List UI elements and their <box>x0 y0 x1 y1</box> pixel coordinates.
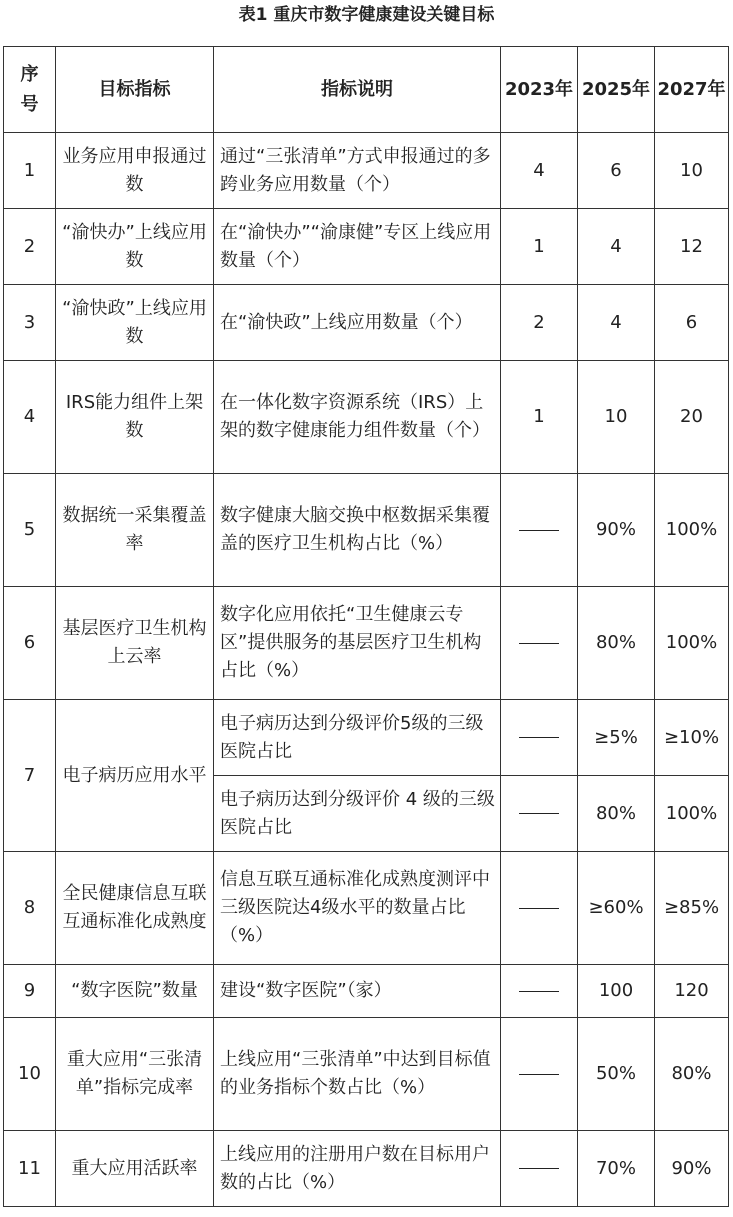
cell-description: 建设“数字医院”（家） <box>214 965 501 1018</box>
cell-description: 在“渝快政”上线应用数量（个） <box>214 285 501 361</box>
cell-2025: 6 <box>578 133 655 209</box>
cell-2023: 2 <box>501 285 578 361</box>
cell-2025: 4 <box>578 209 655 285</box>
cell-2025: 80% <box>578 587 655 700</box>
header-indicator: 目标指标 <box>56 47 214 133</box>
cell-description: 在“渝快办”“渝康健”专区上线应用数量（个） <box>214 209 501 285</box>
cell-indicator: “渝快办”上线应用数 <box>56 209 214 285</box>
cell-2025: 80% <box>578 776 655 852</box>
cell-2027: 100% <box>655 776 729 852</box>
cell-2027: ≥10% <box>655 700 729 776</box>
cell-2025: ≥5% <box>578 700 655 776</box>
cell-2023 <box>501 776 578 852</box>
dash-mark <box>519 991 559 992</box>
dash-mark <box>519 908 559 909</box>
header-2025: 2025年 <box>578 47 655 133</box>
cell-2023: 4 <box>501 133 578 209</box>
cell-2027: 80% <box>655 1018 729 1131</box>
table-row <box>4 474 729 587</box>
table-row <box>4 361 729 474</box>
cell-description: 上线应用“三张清单”中达到目标值的业务指标个数占比（%） <box>214 1018 501 1131</box>
dash-mark <box>519 1074 559 1075</box>
cell-indicator: 重大应用活跃率 <box>56 1131 214 1207</box>
cell-indicator: 重大应用“三张清单”指标完成率 <box>56 1018 214 1131</box>
key-targets-table <box>3 46 729 1207</box>
dash-mark <box>519 813 559 814</box>
cell-seq: 6 <box>4 587 56 700</box>
cell-seq: 9 <box>4 965 56 1018</box>
cell-description: 在一体化数字资源系统（IRS）上架的数字健康能力组件数量（个） <box>214 361 501 474</box>
dash-mark <box>519 737 559 738</box>
cell-indicator: “数字医院”数量 <box>56 965 214 1018</box>
cell-2027: 12 <box>655 209 729 285</box>
cell-seq: 1 <box>4 133 56 209</box>
cell-indicator: 业务应用申报通过数 <box>56 133 214 209</box>
cell-description: 数字化应用依托“卫生健康云专区”提供服务的基层医疗卫生机构占比（%） <box>214 587 501 700</box>
cell-2023 <box>501 852 578 965</box>
cell-indicator: IRS能力组件上架数 <box>56 361 214 474</box>
cell-2023 <box>501 1018 578 1131</box>
cell-2023: 1 <box>501 361 578 474</box>
table-row <box>4 133 729 209</box>
cell-indicator: 全民健康信息互联互通标准化成熟度 <box>56 852 214 965</box>
cell-indicator: “渝快政”上线应用数 <box>56 285 214 361</box>
header-row <box>4 47 729 133</box>
cell-seq: 5 <box>4 474 56 587</box>
cell-2027: 100% <box>655 474 729 587</box>
cell-seq: 10 <box>4 1018 56 1131</box>
table-row <box>4 965 729 1018</box>
cell-description: 上线应用的注册用户数在目标用户数的占比（%） <box>214 1131 501 1207</box>
cell-description: 通过“三张清单”方式申报通过的多跨业务应用数量（个） <box>214 133 501 209</box>
table-row <box>4 587 729 700</box>
cell-2025: 100 <box>578 965 655 1018</box>
cell-seq: 11 <box>4 1131 56 1207</box>
cell-2025: 10 <box>578 361 655 474</box>
cell-2027: 100% <box>655 587 729 700</box>
cell-2023 <box>501 965 578 1018</box>
cell-description: 信息互联互通标准化成熟度测评中三级医院达4级水平的数量占比（%） <box>214 852 501 965</box>
cell-seq: 2 <box>4 209 56 285</box>
dash-mark <box>519 530 559 531</box>
cell-indicator: 电子病历应用水平 <box>56 700 214 852</box>
cell-2025: ≥60% <box>578 852 655 965</box>
cell-description: 电子病历达到分级评价 4 级的三级医院占比 <box>214 776 501 852</box>
header-description: 指标说明 <box>214 47 501 133</box>
cell-2025: 50% <box>578 1018 655 1131</box>
header-seq: 序号 <box>4 47 56 133</box>
header-2023: 2023年 <box>501 47 578 133</box>
cell-2025: 70% <box>578 1131 655 1207</box>
cell-2023 <box>501 1131 578 1207</box>
cell-indicator: 基层医疗卫生机构上云率 <box>56 587 214 700</box>
cell-2025: 90% <box>578 474 655 587</box>
table-row <box>4 852 729 965</box>
cell-2027: 120 <box>655 965 729 1018</box>
cell-2027: 10 <box>655 133 729 209</box>
cell-2023 <box>501 700 578 776</box>
cell-description: 电子病历达到分级评价5级的三级医院占比 <box>214 700 501 776</box>
cell-2025: 4 <box>578 285 655 361</box>
dash-mark <box>519 643 559 644</box>
cell-2027: ≥85% <box>655 852 729 965</box>
cell-seq: 3 <box>4 285 56 361</box>
header-2027: 2027年 <box>655 47 729 133</box>
cell-indicator: 数据统一采集覆盖率 <box>56 474 214 587</box>
cell-2027: 20 <box>655 361 729 474</box>
table-row <box>4 1131 729 1207</box>
cell-seq: 7 <box>4 700 56 852</box>
cell-seq: 8 <box>4 852 56 965</box>
table-row <box>4 209 729 285</box>
cell-2023 <box>501 474 578 587</box>
dash-mark <box>519 1168 559 1169</box>
cell-seq: 4 <box>4 361 56 474</box>
table-row <box>4 700 729 776</box>
cell-2027: 90% <box>655 1131 729 1207</box>
table-row <box>4 285 729 361</box>
cell-2023 <box>501 587 578 700</box>
table-title: 表1 重庆市数字健康建设关键目标 <box>238 5 495 25</box>
table-row <box>4 1018 729 1131</box>
cell-description: 数字健康大脑交换中枢数据采集覆盖的医疗卫生机构占比（%） <box>214 474 501 587</box>
cell-2027: 6 <box>655 285 729 361</box>
cell-2023: 1 <box>501 209 578 285</box>
